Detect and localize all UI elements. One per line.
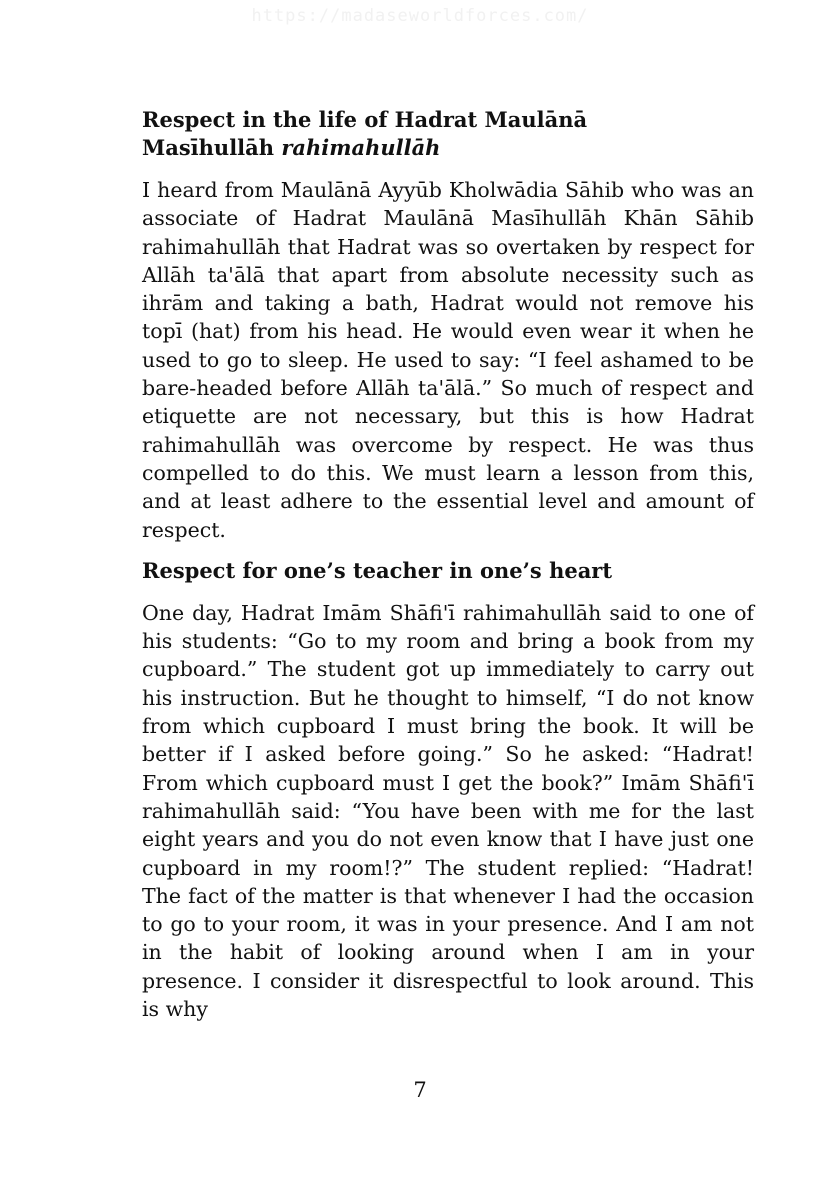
paragraph-teacher-respect: One day, Hadrat Imām Shāfi'ī rahimahullāh said to one of his students: “Go to my room and bring a book from my cupboard.” The student got up immediately to carry out his instruction. But he thought to himself, “I do not know from which cupboard I must bring the book. It will be better if I asked before going.” So he asked: “Hadrat! From which cupboard must I get the book?” Imām Shāfi'ī rahimahullāh said: “You have been with me for the last eight years and you do not even know that I have just one cupboard in my room!?” The student replied: “Hadrat! The fact of the matter is that whenever I had the occasion to go to your room, it was in your presence. And I am not in the habit of looking around when I am in your presence. I consider it disrespectful to look around. This is why xyxy=(142,600,754,1022)
heading-name: Masīhullāh xyxy=(142,135,282,160)
heading-honorific: rahimahullāh xyxy=(281,135,441,160)
page-number: 7 xyxy=(413,1078,427,1102)
heading-line-1: Respect in the life of Hadrat Maulānā xyxy=(142,107,588,132)
section-heading-teacher-respect: Respect for one’s teacher in one’s heart xyxy=(142,557,613,583)
heading-line-2 xyxy=(142,134,754,162)
paragraph-respect-life: I heard from Maulānā Ayyūb Kholwādia Sāhib who was an associate of Hadrat Maulānā Masīhullāh Khān Sāhib rahimahullāh that Hadrat was so overtaken by respect for Allāh ta'ālā that apart from absolute necessity such as ihrām and taking a bath, Hadrat would not remove his topī (hat) from his head. He would even wear it when he used to go to sleep. He used to say: “I feel ashamed to be bare-headed before Allāh ta'ālā.” So much of respect and etiquette are not necessary, but this is how Hadrat rahimahullāh was overcome by respect. He was thus compelled to do this. We must learn a lesson from this, and at least adhere to the essential level and amount of respect. xyxy=(142,178,754,542)
page-content xyxy=(142,106,754,1023)
section-heading-respect-life xyxy=(142,106,754,162)
watermark: https://madaseworldforces.com/ xyxy=(251,6,589,26)
